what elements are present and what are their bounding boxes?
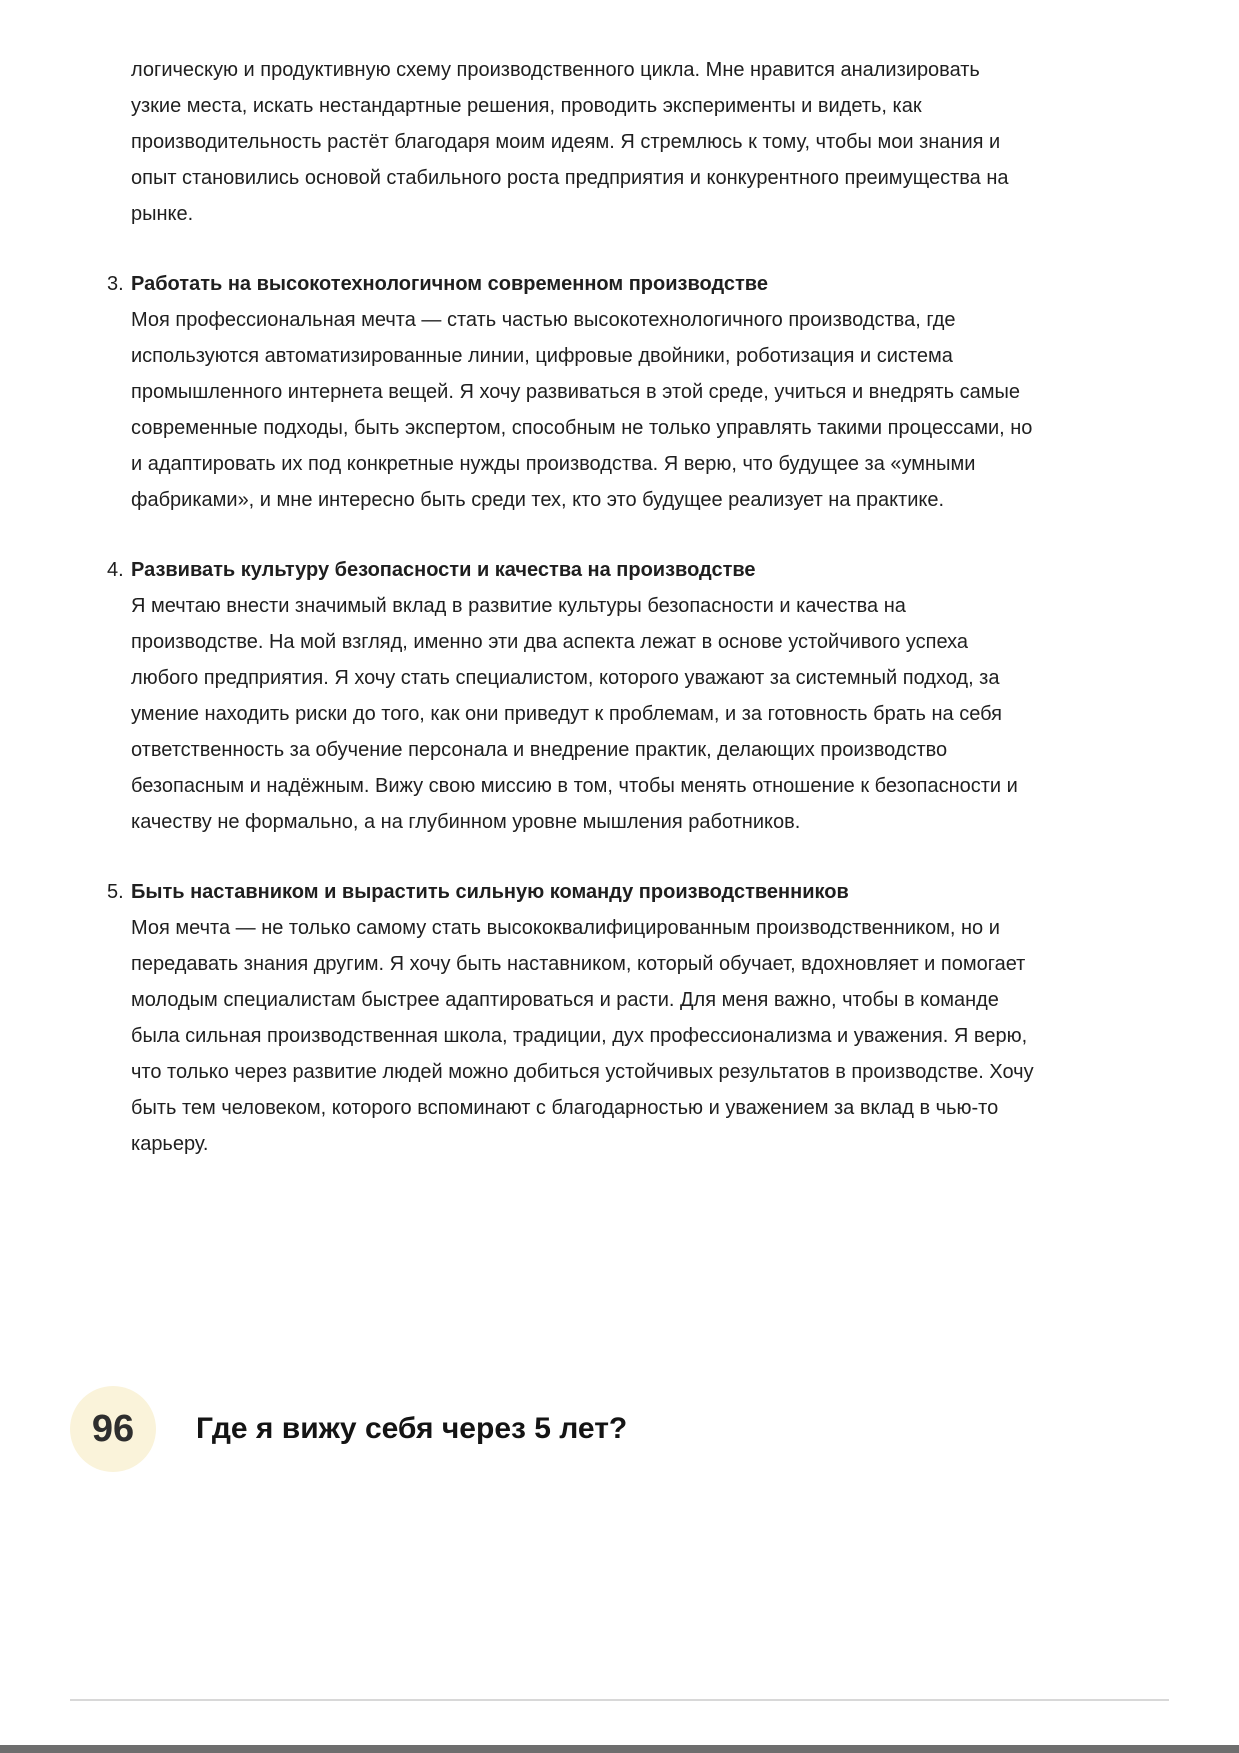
page-bottom-edge: [0, 1745, 1239, 1753]
item-number: 5.: [107, 881, 124, 903]
item-title: Быть наставником и вырастить сильную команду производственников: [131, 881, 849, 903]
list-item: [107, 552, 1035, 840]
item-title: Развивать культуру безопасности и качества на производстве: [131, 559, 756, 581]
page-footer: [70, 1386, 1169, 1472]
list-item: [107, 874, 1035, 1162]
list-item-heading: [107, 552, 1035, 588]
list-item-heading: [107, 874, 1035, 910]
footer-divider: [70, 1699, 1169, 1701]
item-title: Работать на высокотехнологичном современном производстве: [131, 273, 768, 295]
document-body: [107, 52, 1035, 1162]
list-item: [107, 266, 1035, 518]
item-body: Моя мечта — не только самому стать высококвалифицированным производственником, но и передавать знания другим. Я хочу быть наставником, который обучает, вдохновляет и помогает молодым специалистам быстрее адаптироваться и расти. Для меня важно, чтобы в команде была сильная производственная школа, традиции, дух профессионализма и уважения. Я верю, что только через развитие людей можно добиться устойчивых результатов в производстве. Хочу быть тем человеком, которого вспоминают с благодарностью и уважением за вклад в чью-то карьеру.: [131, 917, 1034, 1155]
paragraph-continuation: логическую и продуктивную схему производственного цикла. Мне нравится анализировать узкие места, искать нестандартные решения, проводить эксперименты и видеть, как производительность растёт благодаря моим идеям. Я стремлюсь к тому, чтобы мои знания и опыт становились основой стабильного роста предприятия и конкурентного преимущества на рынке.: [131, 59, 1009, 225]
section-heading: Где я вижу себя через 5 лет?: [196, 1412, 628, 1445]
item-body: Я мечтаю внести значимый вклад в развитие культуры безопасности и качества на производстве. На мой взгляд, именно эти два аспекта лежат в основе устойчивого успеха любого предприятия. Я хочу стать специалистом, которого уважают за системный подход, за умение находить риски до того, как они приведут к проблемам, и за готовность брать на себя ответственность за обучение персонала и внедрение практик, делающих производство безопасным и надёжным. Вижу свою миссию в том, чтобы менять отношение к безопасности и качеству не формально, а на глубинном уровне мышления работников.: [131, 595, 1018, 833]
item-body: Моя профессиональная мечта — стать частью высокотехнологичного производства, где используются автоматизированные линии, цифровые двойники, роботизация и система промышленного интернета вещей. Я хочу развиваться в этой среде, учиться и внедрять самые современные подходы, быть экспертом, способным не только управлять такими процессами, но и адаптировать их под конкретные нужды производства. Я верю, что будущее за «умными фабриками», и мне интересно быть среди тех, кто это будущее реализует на практике.: [131, 309, 1033, 511]
list-item-heading: [107, 266, 1035, 302]
item-number: 3.: [107, 273, 124, 295]
item-number: 4.: [107, 559, 124, 581]
page-number-badge: 96: [70, 1386, 156, 1472]
